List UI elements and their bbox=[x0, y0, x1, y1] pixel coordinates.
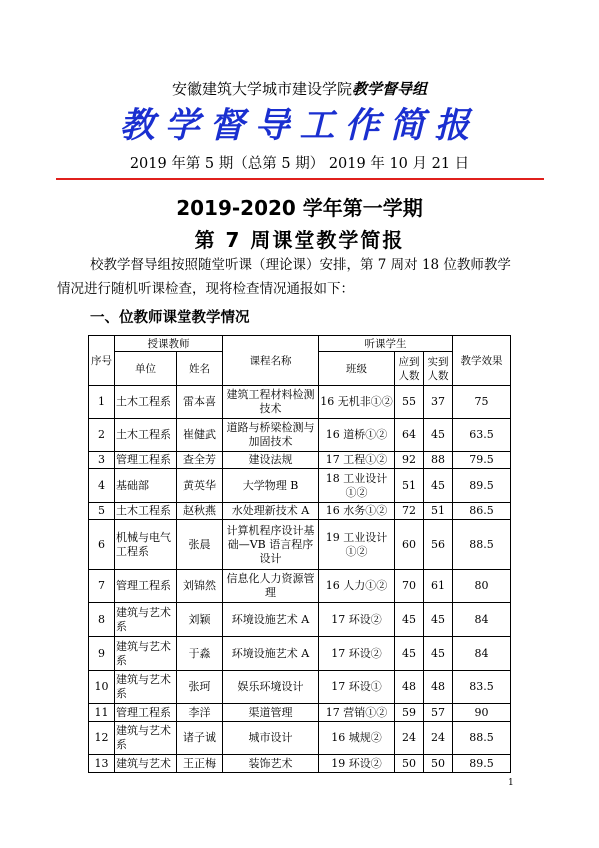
cell-course: 水处理新技术 A bbox=[223, 503, 319, 520]
cell-actual: 57 bbox=[424, 704, 453, 722]
cell-expected: 24 bbox=[395, 722, 424, 755]
cell-no: 12 bbox=[89, 722, 115, 755]
cell-course: 环境设施艺术 A bbox=[223, 637, 319, 671]
cell-unit: 土木工程系 bbox=[115, 503, 177, 520]
cell-name: 黄英华 bbox=[177, 469, 223, 503]
cell-effect: 80 bbox=[453, 570, 511, 603]
cell-actual: 56 bbox=[424, 520, 453, 570]
cell-no: 5 bbox=[89, 503, 115, 520]
cell-unit: 建筑与艺术系 bbox=[115, 722, 177, 755]
cell-unit: 建筑与艺术 bbox=[115, 755, 177, 773]
header-unit: 单位 bbox=[115, 352, 177, 386]
cell-class: 16 道桥①② bbox=[319, 419, 395, 452]
cell-no: 8 bbox=[89, 603, 115, 637]
cell-no: 9 bbox=[89, 637, 115, 671]
inspection-table bbox=[88, 335, 511, 773]
cell-name: 张珂 bbox=[177, 671, 223, 704]
cell-actual: 45 bbox=[424, 603, 453, 637]
cell-effect: 90 bbox=[453, 704, 511, 722]
header-row-1 bbox=[89, 336, 511, 352]
cell-expected: 45 bbox=[395, 637, 424, 671]
cell-name: 刘锦然 bbox=[177, 570, 223, 603]
table-row bbox=[89, 503, 511, 520]
cell-no: 6 bbox=[89, 520, 115, 570]
cell-actual: 45 bbox=[424, 637, 453, 671]
cell-class: 17 环设① bbox=[319, 671, 395, 704]
cell-course: 建设法规 bbox=[223, 452, 319, 469]
intro-paragraph: 校教学督导组按照随堂听课（理论课）安排，第 7 周对 18 位教师教学情况进行随机听课检查，现将检查情况通报如下： bbox=[57, 257, 511, 297]
cell-expected: 51 bbox=[395, 469, 424, 503]
cell-course: 信息化人力资源管理 bbox=[223, 570, 319, 603]
term-title: 2019-2020 学年第一学期 bbox=[176, 196, 423, 220]
cell-unit: 管理工程系 bbox=[115, 704, 177, 722]
cell-course: 渠道管理 bbox=[223, 704, 319, 722]
cell-actual: 61 bbox=[424, 570, 453, 603]
cell-course: 娱乐环境设计 bbox=[223, 671, 319, 704]
cell-expected: 92 bbox=[395, 452, 424, 469]
cell-name: 雷本喜 bbox=[177, 386, 223, 419]
cell-effect: 63.5 bbox=[453, 419, 511, 452]
cell-effect: 86.5 bbox=[453, 503, 511, 520]
cell-class: 16 水务①② bbox=[319, 503, 395, 520]
cell-expected: 48 bbox=[395, 671, 424, 704]
cell-effect: 79.5 bbox=[453, 452, 511, 469]
cell-effect: 88.5 bbox=[453, 722, 511, 755]
cell-name: 崔健武 bbox=[177, 419, 223, 452]
cell-unit: 土木工程系 bbox=[115, 419, 177, 452]
header-course: 课程名称 bbox=[223, 336, 319, 386]
cell-unit: 基础部 bbox=[115, 469, 177, 503]
cell-effect: 89.5 bbox=[453, 755, 511, 773]
cell-effect: 84 bbox=[453, 637, 511, 671]
cell-actual: 88 bbox=[424, 452, 453, 469]
cell-no: 13 bbox=[89, 755, 115, 773]
cell-expected: 72 bbox=[395, 503, 424, 520]
cell-course: 计算机程序设计基础—VB 语言程序设计 bbox=[223, 520, 319, 570]
table-row bbox=[89, 452, 511, 469]
table-row bbox=[89, 637, 511, 671]
cell-expected: 60 bbox=[395, 520, 424, 570]
org-name: 安徽建筑大学城市建设学院 bbox=[171, 80, 352, 98]
cell-class: 19 工业设计①② bbox=[319, 520, 395, 570]
cell-actual: 45 bbox=[424, 469, 453, 503]
cell-unit: 土木工程系 bbox=[115, 386, 177, 419]
header-effect: 教学效果 bbox=[453, 336, 511, 386]
cell-course: 大学物理 B bbox=[223, 469, 319, 503]
cell-expected: 55 bbox=[395, 386, 424, 419]
table-row bbox=[89, 755, 511, 773]
cell-actual: 24 bbox=[424, 722, 453, 755]
cell-no: 4 bbox=[89, 469, 115, 503]
cell-expected: 70 bbox=[395, 570, 424, 603]
week-title: 第 7 周课堂教学简报 bbox=[194, 228, 405, 252]
header-teacher-group: 授课教师 bbox=[115, 336, 223, 352]
cell-class: 17 环设② bbox=[319, 603, 395, 637]
cell-no: 3 bbox=[89, 452, 115, 469]
cell-name: 赵秋燕 bbox=[177, 503, 223, 520]
page-number: 1 bbox=[508, 778, 514, 788]
cell-effect: 83.5 bbox=[453, 671, 511, 704]
table-row bbox=[89, 419, 511, 452]
cell-unit: 管理工程系 bbox=[115, 570, 177, 603]
header-student-group: 听课学生 bbox=[319, 336, 453, 352]
table-row bbox=[89, 469, 511, 503]
cell-no: 11 bbox=[89, 704, 115, 722]
header-no: 序号 bbox=[89, 336, 115, 386]
cell-actual: 37 bbox=[424, 386, 453, 419]
cell-no: 7 bbox=[89, 570, 115, 603]
table-row bbox=[89, 603, 511, 637]
table-row bbox=[89, 671, 511, 704]
red-divider bbox=[56, 178, 544, 180]
section-heading: 一、位教师课堂教学情况 bbox=[90, 310, 250, 326]
cell-actual: 50 bbox=[424, 755, 453, 773]
cell-name: 于淼 bbox=[177, 637, 223, 671]
cell-class: 17 工程①② bbox=[319, 452, 395, 469]
cell-class: 17 环设② bbox=[319, 637, 395, 671]
cell-unit: 管理工程系 bbox=[115, 452, 177, 469]
header-class: 班级 bbox=[319, 352, 395, 386]
cell-name: 张晨 bbox=[177, 520, 223, 570]
cell-class: 19 环设② bbox=[319, 755, 395, 773]
cell-class: 18 工业设计①② bbox=[319, 469, 395, 503]
table-row bbox=[89, 520, 511, 570]
cell-name: 李洋 bbox=[177, 704, 223, 722]
cell-no: 2 bbox=[89, 419, 115, 452]
cell-class: 17 营销①② bbox=[319, 704, 395, 722]
cell-name: 查全芳 bbox=[177, 452, 223, 469]
cell-name: 诸子诚 bbox=[177, 722, 223, 755]
cell-class: 16 无机非①② bbox=[319, 386, 395, 419]
cell-unit: 机械与电气工程系 bbox=[115, 520, 177, 570]
cell-effect: 75 bbox=[453, 386, 511, 419]
issue-line: 2019 年第 5 期（总第 5 期） 2019 年 10 月 21 日 bbox=[129, 156, 470, 172]
cell-name: 刘颖 bbox=[177, 603, 223, 637]
cell-class: 16 城规② bbox=[319, 722, 395, 755]
cell-name: 王正梅 bbox=[177, 755, 223, 773]
cell-actual: 48 bbox=[424, 671, 453, 704]
cell-unit: 建筑与艺术系 bbox=[115, 671, 177, 704]
cell-unit: 建筑与艺术系 bbox=[115, 603, 177, 637]
cell-actual: 45 bbox=[424, 419, 453, 452]
cell-expected: 45 bbox=[395, 603, 424, 637]
cell-effect: 88.5 bbox=[453, 520, 511, 570]
cell-course: 装饰艺术 bbox=[223, 755, 319, 773]
cell-expected: 59 bbox=[395, 704, 424, 722]
cell-actual: 51 bbox=[424, 503, 453, 520]
header-name: 姓名 bbox=[177, 352, 223, 386]
cell-class: 16 人力①② bbox=[319, 570, 395, 603]
cell-expected: 64 bbox=[395, 419, 424, 452]
table-row bbox=[89, 704, 511, 722]
cell-effect: 89.5 bbox=[453, 469, 511, 503]
cell-no: 10 bbox=[89, 671, 115, 704]
table-row bbox=[89, 386, 511, 419]
cell-effect: 84 bbox=[453, 603, 511, 637]
bulletin-banner: 教学督导工作简报 bbox=[119, 106, 480, 146]
table-row bbox=[89, 722, 511, 755]
cell-course: 环境设施艺术 A bbox=[223, 603, 319, 637]
header-expected: 应到人数 bbox=[395, 352, 424, 386]
cell-course: 建筑工程材料检测技术 bbox=[223, 386, 319, 419]
table-row bbox=[89, 570, 511, 603]
cell-expected: 50 bbox=[395, 755, 424, 773]
cell-course: 城市设计 bbox=[223, 722, 319, 755]
org-line bbox=[0, 78, 599, 99]
header-actual: 实到人数 bbox=[424, 352, 453, 386]
org-tag: 教学督导组 bbox=[352, 80, 428, 98]
cell-no: 1 bbox=[89, 386, 115, 419]
cell-unit: 建筑与艺术系 bbox=[115, 637, 177, 671]
cell-course: 道路与桥梁检测与加固技术 bbox=[223, 419, 319, 452]
